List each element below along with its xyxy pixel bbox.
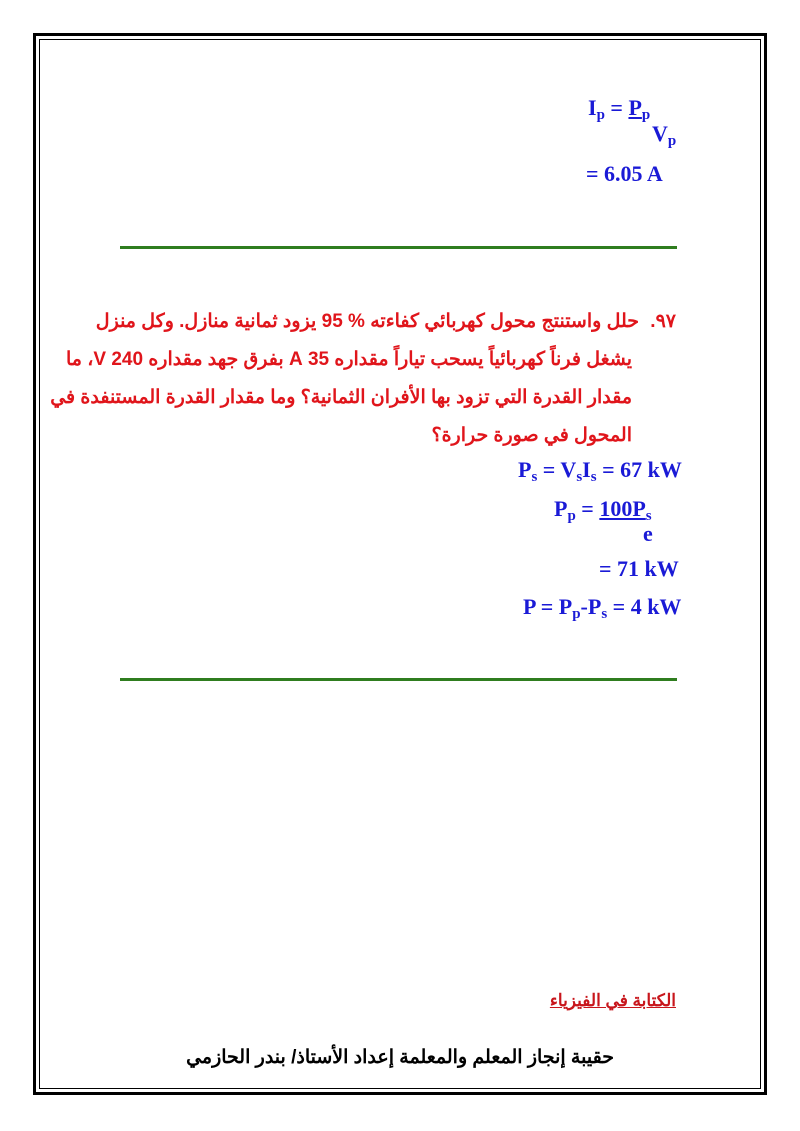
heat-result: = 4 kW xyxy=(607,594,682,619)
question-line-4: المحول في صورة حرارة؟ xyxy=(431,425,632,446)
equation-pp xyxy=(554,496,652,525)
question-line-3: مقدار القدرة التي تزود بها الأفران الثمانية؟ وما مقدار القدرة المستنفدة في xyxy=(50,387,632,408)
vs-subscript: s xyxy=(576,469,583,485)
ps-result: = 67 kW xyxy=(596,457,682,482)
vp-denominator-subscript: p xyxy=(667,133,677,149)
equation-heat-loss xyxy=(523,594,681,623)
pp-numerator-subscript: s xyxy=(645,508,652,524)
question-line-2: يشغل فرناً كهربائياً يسحب تياراً مقداره 35 A بفرق جهد مقداره 240 V، ما xyxy=(66,349,632,370)
footer-section-title: الكتابة في الفيزياء xyxy=(549,991,676,1010)
equation-ip-result xyxy=(586,161,663,187)
heat-ps-subscript: s xyxy=(601,606,608,622)
equation-ps xyxy=(518,457,682,486)
pp-numerator-subscript: p xyxy=(641,107,651,123)
is-subscript: s xyxy=(590,469,597,485)
equation-pp-result xyxy=(599,556,679,582)
ip-symbol: I xyxy=(588,95,597,120)
pp-numerator: 100P xyxy=(599,496,646,521)
is-symbol: I xyxy=(582,457,591,482)
heat-p-lhs: P = P xyxy=(523,594,573,619)
pp-symbol: P xyxy=(554,496,568,521)
ps-symbol: P xyxy=(518,457,532,482)
ip-equals: = xyxy=(604,95,629,120)
pp-subscript: p xyxy=(567,508,576,524)
vs-symbol: = V xyxy=(537,457,577,482)
heat-pp-subscript: p xyxy=(572,606,581,622)
section-divider-2 xyxy=(120,678,677,681)
pp-result: = 71 kW xyxy=(599,556,679,581)
footer-credit: حقيبة إنجاز المعلم والمعلمة إعداد الأستاذ/ بندر الحازمي xyxy=(186,1047,614,1068)
section-divider-1 xyxy=(120,246,677,249)
question-text-1: حلل واستنتج محول كهربائي كفاءته % 95 يزود ثمانية منازل. وكل منزل xyxy=(95,311,640,332)
question-line-1 xyxy=(95,303,676,341)
pp-numerator: P xyxy=(628,95,642,120)
ps-subscript: s xyxy=(531,469,538,485)
pp-equals: = xyxy=(575,496,600,521)
question-number: ٩٧. xyxy=(650,311,676,332)
heat-minus-ps: -P xyxy=(580,594,602,619)
ip-subscript: p xyxy=(596,107,605,123)
question-97 xyxy=(50,303,676,455)
equation-pp-denominator xyxy=(643,521,653,547)
equation-ip xyxy=(588,95,650,124)
ip-result: = 6.05 A xyxy=(586,161,663,186)
vp-denominator: V xyxy=(652,121,668,146)
pp-denominator: e xyxy=(643,521,653,546)
equation-vp-denominator xyxy=(652,121,676,150)
